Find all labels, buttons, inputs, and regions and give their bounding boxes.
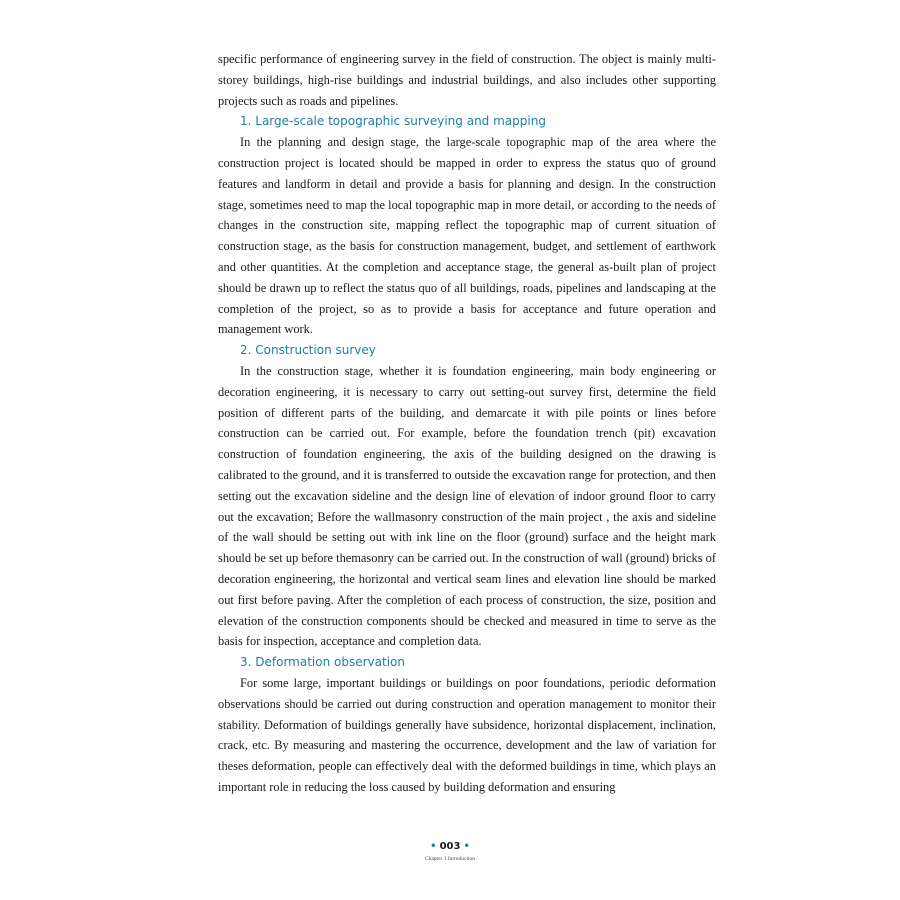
section-1-paragraph: In the planning and design stage, the large-scale topographic map of the area where the construction project is located should be mapped in order to express the status quo of ground features and landform in detail and provide a basis for planning and design. In the construction stage, sometimes need to map the local topographic map in more detail, or according to the needs of changes in the construction site, mapping reflect the topographic map of current situation of construction stage, as the basis for construction management, budget, and settlement of earthwork and other quantities. At the completion and acceptance stage, the general as-built plan of project should be drawn up to reflect the status quo of all buildings, roads, pipelines and landscaping at the completion of the project, so as to provide a basis for acceptance and future operation and management work. [218,135,716,337]
page-number-line [0,840,900,854]
page-footer [0,840,900,864]
intro-paragraph: specific performance of engineering survey in the field of construction. The object is mainly multi-storey buildings, high-rise buildings and industrial buildings, and also includes other supporting projects such as roads and pipelines. [218,52,716,108]
section-3-heading: 3. Deformation observation [240,655,405,670]
section-2-heading: 2. Construction survey [240,343,376,358]
page-body [218,49,716,798]
section-2-paragraph: In the construction stage, whether it is foundation engineering, main body engineering or decoration engineering, it is necessary to carry out setting-out survey first, determine the field position of different parts of the building, and demarcate it with pile points or lines before construction can be carried out. For example, before the foundation trench (pit) excavation construction of foundation engineering, the axis of the building designed on the drawing is calibrated to the ground, and it is transferred to outside the excavation range for protection, and then setting out the excavation sideline and the design line of elevation of indoor ground floor to carry out the excavation; Before the wallmasonry construction of the main project , the axis and sideline of the wall should be setting out with ink line on the floor (ground) surface and the height mark should be set up before themasonry can be carried out. In the construction of wall (ground) bricks of decoration engineering, the horizontal and vertical seam lines and elevation line should be marked out first before paving. After the completion of each process of construction, the size, position and elevation of the construction components should be checked and measured in time to serve as the basis for inspection, acceptance and completion data. [218,363,716,649]
section-3-paragraph: For some large, important buildings or buildings on poor foundations, periodic deformation observations should be carried out during construction and operation management to monitor their stability. Deformation of buildings generally have subsidence, horizontal displacement, inclination, crack, etc. By measuring and mastering the occurrence, development and the law of variation for theses deformation, people can effectively deal with the deformed buildings in time, which plays an important role in reducing the loss caused by building deformation and ensuring [218,675,716,794]
page-number: 003 [439,841,461,852]
section-1-heading: 1. Large-scale topographic surveying and mapping [240,114,546,129]
bullet-dot-icon: • [430,841,437,852]
bullet-dot-icon: • [463,841,470,852]
chapter-label: Chapter 1 Introduction [424,856,476,862]
